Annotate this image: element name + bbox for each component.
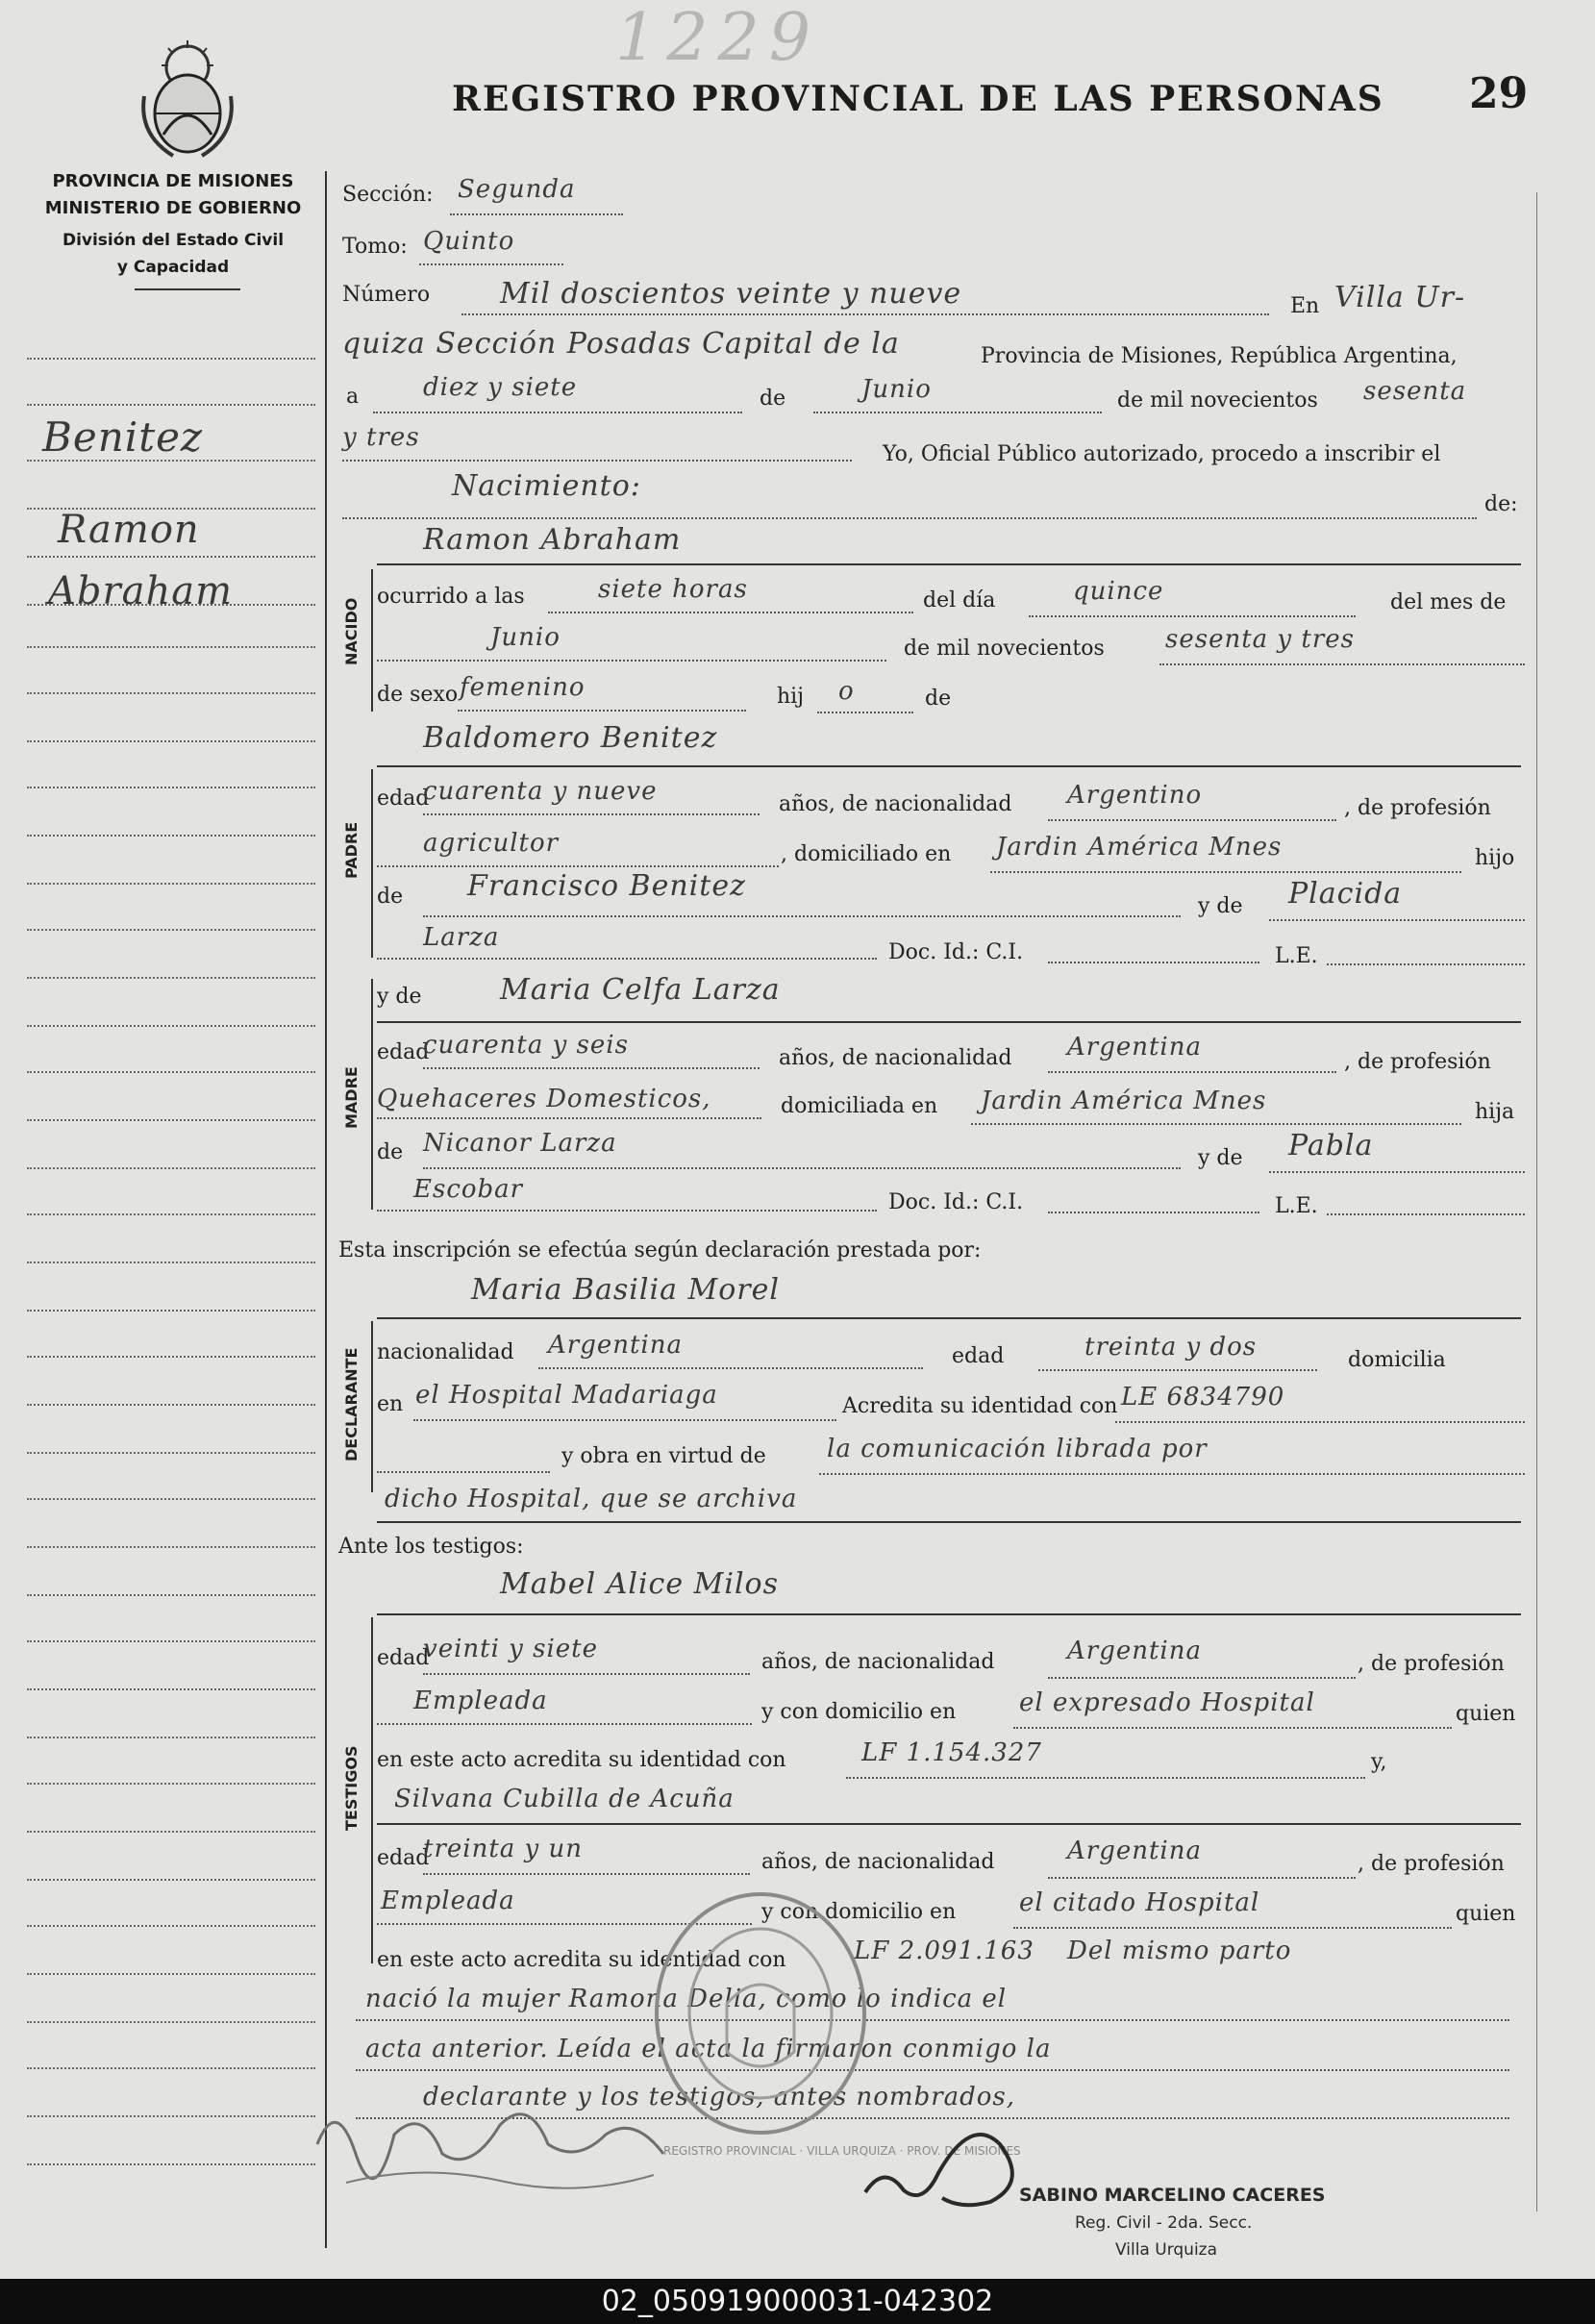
hijo-suffix: o [838,677,855,706]
page-number: 29 [1469,69,1529,118]
lugar-value: quiza Sección Posadas Capital de la [342,327,900,361]
sidebar-given-name-2: Abraham [48,569,233,613]
numero-label: Número [342,283,431,307]
madre-anios-label: años, de nacionalidad [779,1046,1012,1070]
madre-bracket [371,979,373,1210]
testigo2-domicilio-label: y con domicilio en [761,1900,957,1924]
mes-nacimiento: Junio [490,623,561,652]
declarante-domicilia-label: domicilia [1348,1348,1446,1372]
tomo-label: Tomo: [342,235,408,259]
nota-linea-3: declarante y los testigos, antes nombrados, [423,2083,1016,2112]
testigo2-profesion-label: , de profesión [1358,1852,1505,1876]
madre-profesion: Quehaceres Domesticos, [377,1085,711,1113]
madre-le-label: L.E. [1275,1194,1318,1218]
padre-le-label: L.E. [1275,944,1318,968]
testigo1-quien-label: quien [1456,1702,1516,1726]
declarante-signature [308,2067,683,2192]
seccion-value: Segunda [458,175,576,204]
anio-prefix: de mil novecientos [1117,388,1318,412]
nota-inicio: Del mismo parto [1067,1937,1292,1965]
file-id: 02_050919000031-042302 [601,2285,994,2318]
testigo1-domicilio: el expresado Hospital [1019,1688,1315,1717]
sexo-label: de sexo [377,683,459,707]
testigo1-domicilio-label: y con domicilio en [761,1700,957,1724]
oficial-lugar: Villa Urquiza [1115,2240,1218,2260]
padre-domicilio-label: , domiciliado en [781,842,952,866]
declarante-edad: treinta y dos [1084,1333,1258,1362]
nacido-bracket [371,569,373,712]
testigo1-profesion: Empleada [413,1687,548,1715]
madre-y-de-label: y de [377,985,422,1009]
hijo-label: hij [777,685,805,709]
en-value: Villa Ur- [1334,281,1466,314]
padre-madre-2: Larza [423,923,500,952]
tomo-value: Quinto [423,227,515,256]
testigo1-profesion-label: , de profesión [1358,1652,1505,1676]
handwritten-page-ref: 1229 [615,0,821,76]
official-seal-stamp [650,1888,871,2138]
right-edge [1536,192,1537,2212]
declarante-edad-label: edad [952,1344,1005,1368]
madre-nacionalidad: Argentina [1067,1033,1202,1062]
anio-value-1: sesenta [1363,377,1467,406]
testigos-bracket [371,1617,373,1963]
testigo2-acredita-label: en este acto acredita su identidad con [377,1948,786,1972]
oficial-text: Yo, Oficial Público autorizado, procedo a inscribir el [883,442,1441,466]
padre-profesion-label: , de profesión [1344,796,1491,820]
nombre-inscripto: Ramon Abraham [423,523,682,557]
padre-domicilio: Jardin América Mnes [996,833,1283,862]
sidebar-given-name-1: Ramon [58,508,200,552]
seal-text: REGISTRO PROVINCIAL · VILLA URQUIZA · PROV. DE MISIONES [663,2144,1021,2158]
padre-doc-label: Doc. Id.: C.I. [888,940,1024,964]
testigo1-nombre: Mabel Alice Milos [500,1567,780,1601]
institution-line-2: MINISTERIO DE GOBIERNO [44,198,302,218]
padre-nacionalidad: Argentino [1067,781,1203,810]
testigo1-y-label: y, [1371,1750,1387,1774]
nota-linea-2: acta anterior. Leída el acta la firmaron conmigo la [365,2035,1052,2063]
testigo2-nombre: Silvana Cubilla de Acuña [394,1785,735,1813]
dia-value: diez y siete [423,373,578,402]
coat-of-arms-icon [135,38,240,163]
provincia-text: Provincia de Misiones, República Argentina, [981,344,1458,368]
padre-anios-label: años, de nacionalidad [779,792,1012,816]
nota-linea-1: nació la mujer Ramona Delia, como lo indica el [365,1985,1008,2013]
testigo2-quien-label: quien [1456,1902,1516,1926]
margin-border [325,171,327,2248]
declarante-intro: Esta inscripción se efectúa según declaración prestada por: [338,1238,982,1262]
institution-line-4: y Capacidad [116,258,230,277]
anio-nacimiento: sesenta y tres [1165,625,1355,654]
seccion-label: Sección: [342,183,434,207]
del-mes-label: del mes de [1390,590,1507,614]
de-label-nacido: de [925,687,952,711]
testigo1-anios-label: años, de nacionalidad [761,1650,995,1674]
madre-de-label: de [377,1140,404,1164]
madre-edad: cuarenta y seis [423,1031,629,1060]
de-label: de [760,387,786,411]
testigo2-documento: LF 2.091.163 [854,1937,1034,1965]
testigo2-nacionalidad: Argentina [1067,1837,1202,1865]
del-dia-label: del día [923,588,996,612]
sexo-value: femenino [460,673,586,702]
hora-value: siete horas [598,575,748,604]
declarante-documento: LE 6834790 [1121,1383,1285,1412]
numero-value: Mil doscientos veinte y nueve [500,277,962,311]
padre-madre-1: Placida [1288,877,1403,911]
testigo1-edad: veinti y siete [423,1635,598,1663]
anio-value-2: y tres [342,423,420,452]
madre-hija-label: hija [1475,1100,1515,1124]
oficial-cargo: Reg. Civil - 2da. Secc. [1075,2213,1253,2233]
padre-hijo-label: hijo [1475,846,1515,870]
padre-padre: Francisco Benitez [467,869,746,903]
testigo1-edad-label: edad [377,1646,430,1670]
declarante-bracket [371,1321,373,1492]
madre-domicilio: Jardin América Mnes [981,1087,1267,1115]
a-label: a [346,385,360,409]
testigo1-documento: LF 1.154.327 [861,1738,1042,1767]
de-colon-label: de: [1484,492,1518,516]
ocurrido-label: ocurrido a las [377,585,525,609]
institution-line-3: División del Estado Civil [62,231,285,250]
madre-doc-label: Doc. Id.: C.I. [888,1190,1024,1214]
padre-nombre: Baldomero Benitez [423,721,718,755]
page-title: REGISTRO PROVINCIAL DE LAS PERSONAS [452,79,1384,119]
madre-madre-1: Pabla [1288,1129,1374,1162]
madre-nombre: Maria Celfa Larza [500,973,781,1007]
padre-profesion: agricultor [423,829,560,858]
testigo1-acredita-label: en este acto acredita su identidad con [377,1748,786,1772]
madre-madre-2: Escobar [413,1175,524,1204]
en-label: En [1290,294,1320,318]
testigo2-domicilio: el citado Hospital [1019,1888,1260,1917]
testigo2-profesion: Empleada [381,1887,515,1915]
declarante-en-label: en [377,1392,404,1416]
madre-padre: Nicanor Larza [423,1129,617,1158]
declarante-virtud-1: la comunicación librada por [827,1435,1208,1463]
testigos-intro: Ante los testigos: [338,1535,524,1559]
declarante-nombre: Maria Basilia Morel [471,1273,780,1307]
mes-value: Junio [861,375,932,404]
padre-y-de-label: y de [1198,894,1243,918]
declarante-virtud-2: dicho Hospital, que se archiva [385,1485,798,1513]
madre-domicilio-label: domiciliada en [781,1094,938,1118]
sidebar-surname: Benitez [42,413,204,461]
declarante-nacionalidad-label: nacionalidad [377,1340,514,1364]
institution-line-1: PROVINCIA DE MISIONES [52,171,294,191]
padre-edad: cuarenta y nueve [423,777,658,806]
file-id-bar [0,2279,1595,2324]
padre-de-label: de [377,885,404,909]
anio-label: de mil novecientos [904,637,1105,661]
testigo1-nacionalidad: Argentina [1067,1637,1202,1665]
tipo-value: Nacimiento: [452,469,641,503]
madre-y-de2-label: y de [1198,1146,1243,1170]
oficial-nombre: SABINO MARCELINO CACERES [1019,2185,1326,2206]
declarante-nacionalidad: Argentina [548,1331,683,1360]
institution-underline [135,288,240,290]
declarante-acredita-label: Acredita su identidad con [842,1394,1118,1418]
testigo2-edad: treinta y un [423,1835,583,1863]
testigo2-anios-label: años, de nacionalidad [761,1850,995,1874]
madre-edad-label: edad [377,1040,430,1064]
dia-nacimiento: quince [1073,577,1164,606]
declarante-domicilio: el Hospital Madariaga [415,1381,718,1410]
testigo2-edad-label: edad [377,1846,430,1870]
madre-profesion-label: , de profesión [1344,1050,1491,1074]
padre-bracket [371,769,373,958]
declarante-virtud-label: y obra en virtud de [561,1444,766,1468]
padre-edad-label: edad [377,787,430,811]
registry-page: 1229 REGISTRO PROVINCIAL DE LAS PERSONAS 29 PROVINCIA DE MISIONES MINISTERIO DE GOBIERNO División del Estado Civil y Capacidad Benitez Ramon Abraham Sección: Segunda Tomo: Quinto Número Mil doscientos veinte y nueve En Villa Ur- quiza Sección Posadas Capital de la Provincia de Misiones, República Argentina, a diez y siete de Junio de mil novecientos sesenta y tres Yo, Oficial Público autorizado, procedo a inscribir el Nacimiento: de: Ramon Abraham NACIDO ocurrido a las siete horas del día quince del mes de Junio de mil novecientos sesenta y tres de sexo femenino hij o de Baldomero Benitez PADRE edad cuarenta y nueve años, de nacionalidad Argentino , de profesión agricultor , domiciliado en Jardin América Mnes hijo de Francisco Benitez y de Placida Larza Doc. Id.: C.I. L.E. y de Maria Celfa Larza MADRE edad cuarenta y seis años, de nacionalidad Argentina , de profesión Quehaceres Domesticos, domiciliada en Jardin América Mnes hija de Nicanor Larza y de Pabla Escobar Doc. Id.: C.I. L.E. Esta inscripción se efectúa según declaración prestada por: Maria Basilia Morel DECLARANTE nacionalidad Argentina edad treinta y dos domicilia en el Hospital Madariaga Acredita su identidad con LE 6834790 y obra en virtud de la comunicación librada por dicho Hospital, que se archiva Ante los testigos: Mabel Alice Milos TESTIGOS edad veinti y siete años, de nacionalidad Argentina , de profesión Empleada y con domicilio en el expresado Hospital quien en este acto acredita su identidad con LF 1.154.327 y, Silvana Cubilla de Acuña edad treinta y un años, de nacionalidad Argentina , de profesión Empleada y con domicilio en el citado Hospital quien en este acto acredita su identidad con LF 2.091.163 Del mismo parto nació la mujer Ramona Delia, como lo indica el acta anterior. Leída el acta la firmaron conmigo la declarante y los testigos, antes nombrados, REGISTRO PROVINCIAL · VILLA URQUIZA · PROV. DE MISIONES SABINO MARCELINO CACERES Reg. Civil - 2da. Secc. Villa Urquiza [0,0,1595,2279]
